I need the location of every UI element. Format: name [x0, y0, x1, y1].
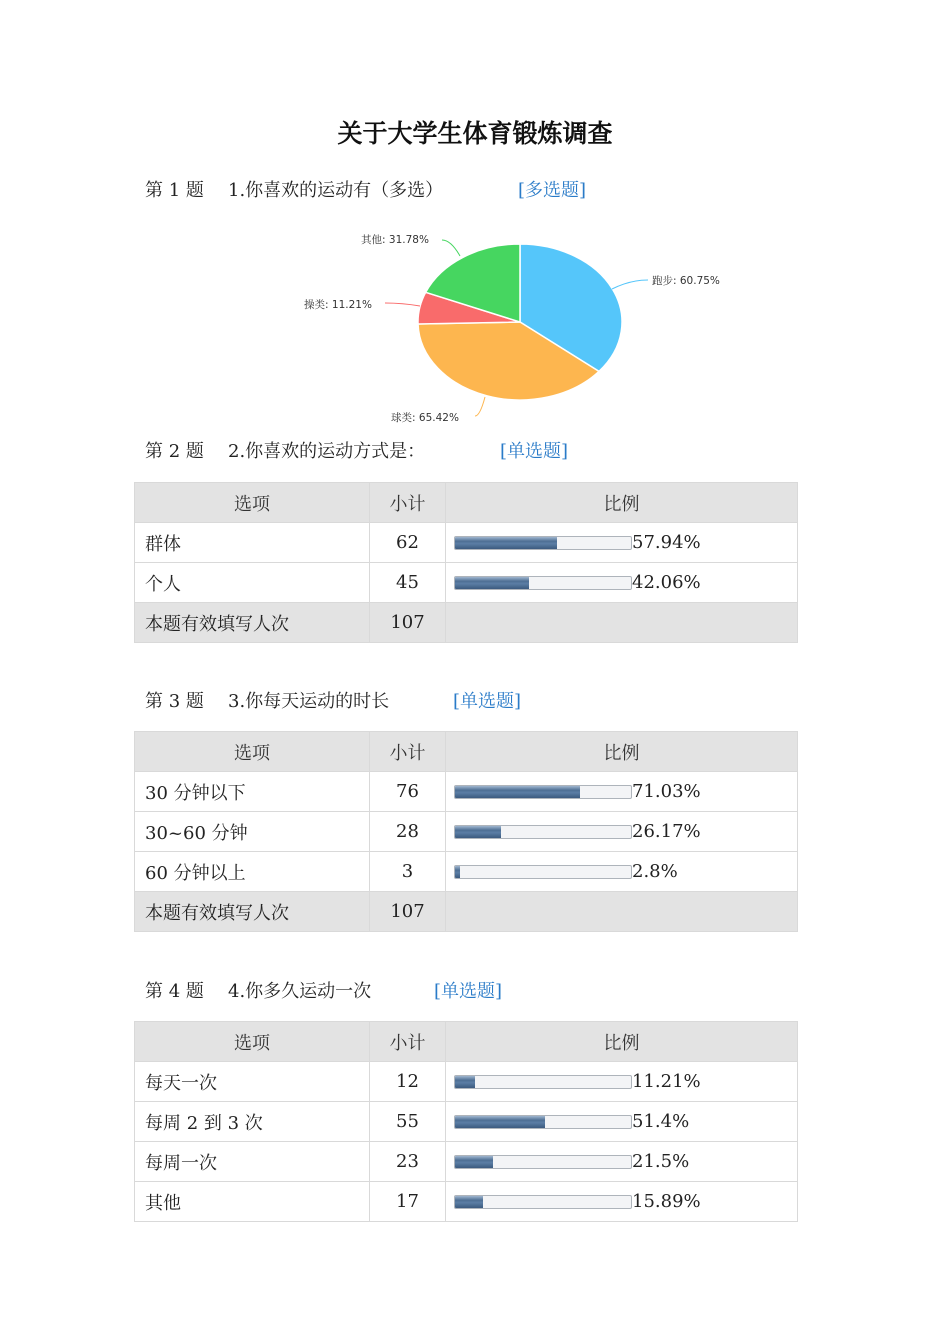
question-text: 4.你多久运动一次	[228, 981, 372, 1002]
question-number: 第 1 题	[145, 180, 204, 201]
table-header-row	[135, 1022, 798, 1062]
question-type: [单选题]	[434, 981, 503, 1002]
ratio-text: 15.89%	[632, 1191, 701, 1213]
ratio-text: 26.17%	[632, 821, 701, 843]
header-option: 选项	[135, 732, 370, 772]
pie-chart-svg	[290, 226, 740, 426]
question-number: 第 4 题	[145, 981, 204, 1002]
option-label: 其他	[135, 1182, 370, 1222]
option-count: 17	[370, 1182, 446, 1222]
header-count: 小计	[370, 483, 446, 523]
pie-slice-label: 跑步: 60.75%	[652, 275, 720, 287]
ratio-bar	[454, 1115, 632, 1129]
pie-chart	[290, 226, 740, 426]
question-number: 第 2 题	[145, 441, 204, 462]
option-ratio-cell	[446, 1182, 798, 1222]
ratio-bar	[454, 865, 632, 879]
table-row	[135, 523, 798, 563]
option-count: 45	[370, 563, 446, 603]
pie-leader-line	[475, 397, 485, 416]
ratio-bar	[454, 825, 632, 839]
question-type: [单选题]	[500, 441, 569, 462]
option-count: 23	[370, 1142, 446, 1182]
ratio-bar	[454, 536, 632, 550]
ratio-text: 51.4%	[632, 1111, 690, 1133]
table-row	[135, 1062, 798, 1102]
total-label: 本题有效填写人次	[135, 603, 370, 643]
header-option: 选项	[135, 1022, 370, 1062]
question-3-header	[145, 687, 521, 713]
ratio-bar-fill	[455, 786, 580, 798]
option-ratio-cell	[446, 1062, 798, 1102]
ratio-text: 42.06%	[632, 572, 701, 594]
ratio-bar	[454, 576, 632, 590]
question-text: 1.你喜欢的运动有（多选）	[228, 180, 444, 201]
option-label: 个人	[135, 563, 370, 603]
pie-slice-label: 球类: 65.42%	[391, 412, 459, 424]
option-count: 62	[370, 523, 446, 563]
ratio-text: 11.21%	[632, 1071, 701, 1093]
option-ratio-cell	[446, 1102, 798, 1142]
ratio-bar-fill	[455, 537, 557, 549]
question-2-header	[145, 437, 568, 463]
table-row	[135, 1102, 798, 1142]
page-title: 关于大学生体育锻炼调查	[337, 119, 613, 148]
option-label: 30~60 分钟	[135, 812, 370, 852]
total-label: 本题有效填写人次	[135, 892, 370, 932]
ratio-bar-fill	[455, 1116, 545, 1128]
option-label: 每周 2 到 3 次	[135, 1102, 370, 1142]
header-count: 小计	[370, 732, 446, 772]
ratio-bar-fill	[455, 1196, 483, 1208]
pie-leader-line	[385, 303, 420, 306]
option-count: 28	[370, 812, 446, 852]
total-empty	[446, 603, 798, 643]
total-row	[135, 603, 798, 643]
ratio-bar-fill	[455, 826, 501, 838]
table-row	[135, 1142, 798, 1182]
total-count: 107	[370, 892, 446, 932]
table-row	[135, 563, 798, 603]
question-2-table	[134, 482, 798, 643]
question-type: [单选题]	[453, 691, 522, 712]
ratio-bar	[454, 1075, 632, 1089]
table-row	[135, 812, 798, 852]
option-count: 12	[370, 1062, 446, 1102]
header-option: 选项	[135, 483, 370, 523]
pie-slice-label: 其他: 31.78%	[361, 234, 429, 246]
table-row	[135, 1182, 798, 1222]
question-3-table	[134, 731, 798, 932]
ratio-bar	[454, 785, 632, 799]
ratio-bar	[454, 1155, 632, 1169]
option-label: 60 分钟以上	[135, 852, 370, 892]
option-count: 76	[370, 772, 446, 812]
option-ratio-cell	[446, 772, 798, 812]
ratio-bar-fill	[455, 1156, 493, 1168]
pie-slice-label: 操类: 11.21%	[304, 299, 372, 311]
total-count: 107	[370, 603, 446, 643]
question-number: 第 3 题	[145, 691, 204, 712]
question-4-table	[134, 1021, 798, 1222]
table-header-row	[135, 483, 798, 523]
header-count: 小计	[370, 1022, 446, 1062]
ratio-bar-fill	[455, 577, 529, 589]
question-type: [多选题]	[518, 180, 587, 201]
header-ratio: 比例	[446, 732, 798, 772]
option-label: 30 分钟以下	[135, 772, 370, 812]
ratio-text: 2.8%	[632, 861, 678, 883]
ratio-text: 21.5%	[632, 1151, 690, 1173]
option-ratio-cell	[446, 523, 798, 563]
total-empty	[446, 892, 798, 932]
option-ratio-cell	[446, 812, 798, 852]
pie-leader-line	[612, 280, 648, 289]
ratio-text: 57.94%	[632, 532, 701, 554]
total-row	[135, 892, 798, 932]
ratio-text: 71.03%	[632, 781, 701, 803]
header-ratio: 比例	[446, 1022, 798, 1062]
table-header-row	[135, 732, 798, 772]
question-text: 3.你每天运动的时长	[228, 691, 390, 712]
ratio-bar-fill	[455, 866, 460, 878]
option-ratio-cell	[446, 1142, 798, 1182]
option-ratio-cell	[446, 563, 798, 603]
option-label: 群体	[135, 523, 370, 563]
option-label: 每天一次	[135, 1062, 370, 1102]
question-text: 2.你喜欢的运动方式是：	[228, 441, 426, 462]
option-count: 3	[370, 852, 446, 892]
option-ratio-cell	[446, 852, 798, 892]
ratio-bar-fill	[455, 1076, 475, 1088]
option-label: 每周一次	[135, 1142, 370, 1182]
ratio-bar	[454, 1195, 632, 1209]
table-row	[135, 772, 798, 812]
question-1-header	[145, 176, 586, 202]
table-row	[135, 852, 798, 892]
option-count: 55	[370, 1102, 446, 1142]
question-4-header	[145, 977, 502, 1003]
pie-leader-line	[442, 240, 460, 256]
header-ratio: 比例	[446, 483, 798, 523]
